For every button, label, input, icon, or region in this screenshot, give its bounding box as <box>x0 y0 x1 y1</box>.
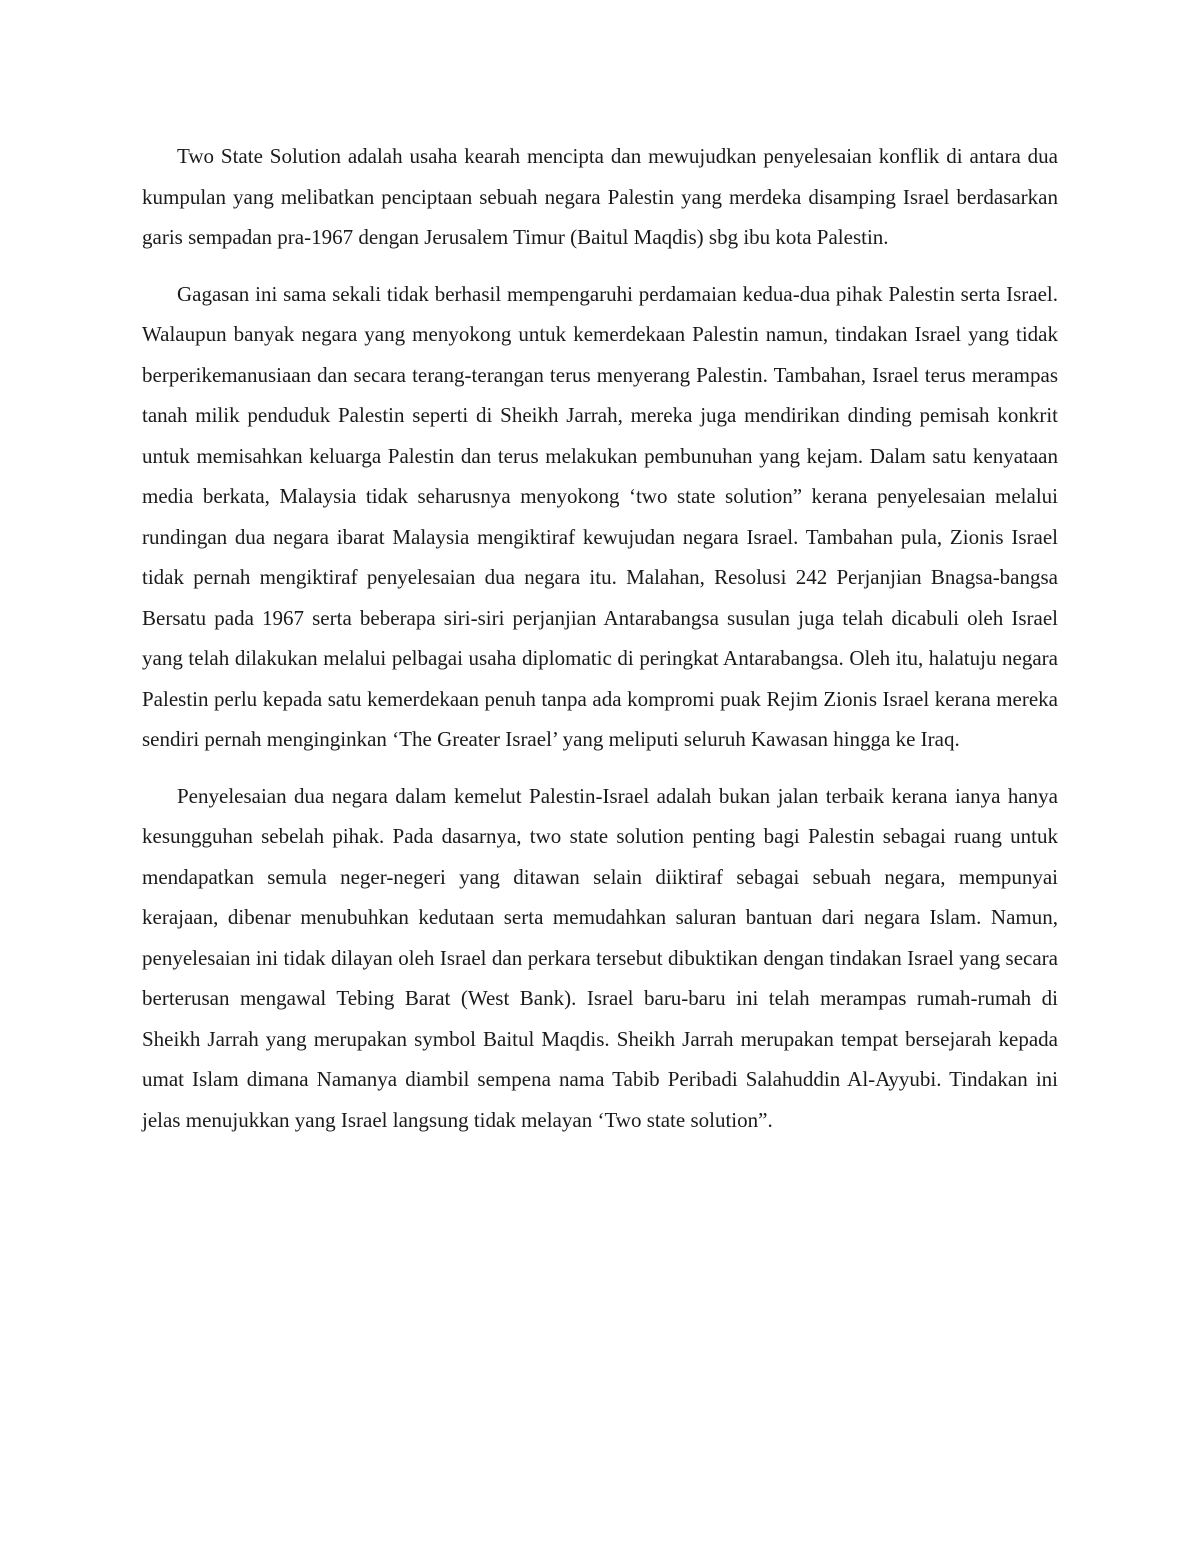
paragraph-3: Penyelesaian dua negara dalam kemelut Palestin-Israel adalah bukan jalan terbaik kerana ianya hanya kesungguhan sebelah pihak. Pada dasarnya, two state solution penting bagi Palestin sebagai ruang untuk mendapatkan semula neger-negeri yang ditawan selain diiktiraf sebagai sebuah negara, mempunyai kerajaan, dibenar menubuhkan kedutaan serta memudahkan saluran bantuan dari negara Islam. Namun, penyelesaian ini tidak dilayan oleh Israel dan perkara tersebut dibuktikan dengan tindakan Israel yang secara berterusan mengawal Tebing Barat (West Bank). Israel baru-baru ini telah merampas rumah-rumah di Sheikh Jarrah yang merupakan symbol Baitul Maqdis. Sheikh Jarrah merupakan tempat bersejarah kepada umat Islam dimana Namanya diambil sempena nama Tabib Peribadi Salahuddin Al-Ayyubi. Tindakan ini jelas menujukkan yang Israel langsung tidak melayan ‘Two state solution”. <box>142 783 1058 1132</box>
paragraph-1: Two State Solution adalah usaha kearah mencipta dan mewujudkan penyelesaian konflik di antara dua kumpulan yang melibatkan penciptaan sebuah negara Palestin yang merdeka disamping Israel berdasarkan garis sempadan pra-1967 dengan Jerusalem Timur (Baitul Maqdis) sbg ibu kota Palestin. <box>142 144 1058 249</box>
document-body <box>142 136 1058 1156</box>
paragraph-2: Gagasan ini sama sekali tidak berhasil mempengaruhi perdamaian kedua-dua pihak Palestin serta Israel. Walaupun banyak negara yang menyokong untuk kemerdekaan Palestin namun, tindakan Israel yang tidak berperikemanusiaan dan secara terang-terangan terus menyerang Palestin. Tambahan, Israel terus merampas tanah milik penduduk Palestin seperti di Sheikh Jarrah, mereka juga mendirikan dinding pemisah konkrit untuk memisahkan keluarga Palestin dan terus melakukan pembunuhan yang kejam. Dalam satu kenyataan media berkata, Malaysia tidak seharusnya menyokong ‘two state solution” kerana penyelesaian melalui rundingan dua negara ibarat Malaysia mengiktiraf kewujudan negara Israel. Tambahan pula, Zionis Israel tidak pernah mengiktiraf penyelesaian dua negara itu. Malahan, Resolusi 242 Perjanjian Bnagsa-bangsa Bersatu pada 1967 serta beberapa siri-siri perjanjian Antarabangsa susulan juga telah dicabuli oleh Israel yang telah dilakukan melalui pelbagai usaha diplomatic di peringkat Antarabangsa. Oleh itu, halatuju negara Palestin perlu kepada satu kemerdekaan penuh tanpa ada kompromi puak Rejim Zionis Israel kerana mereka sendiri pernah menginginkan ‘The Greater Israel’ yang meliputi seluruh Kawasan hingga ke Iraq. <box>142 281 1058 751</box>
